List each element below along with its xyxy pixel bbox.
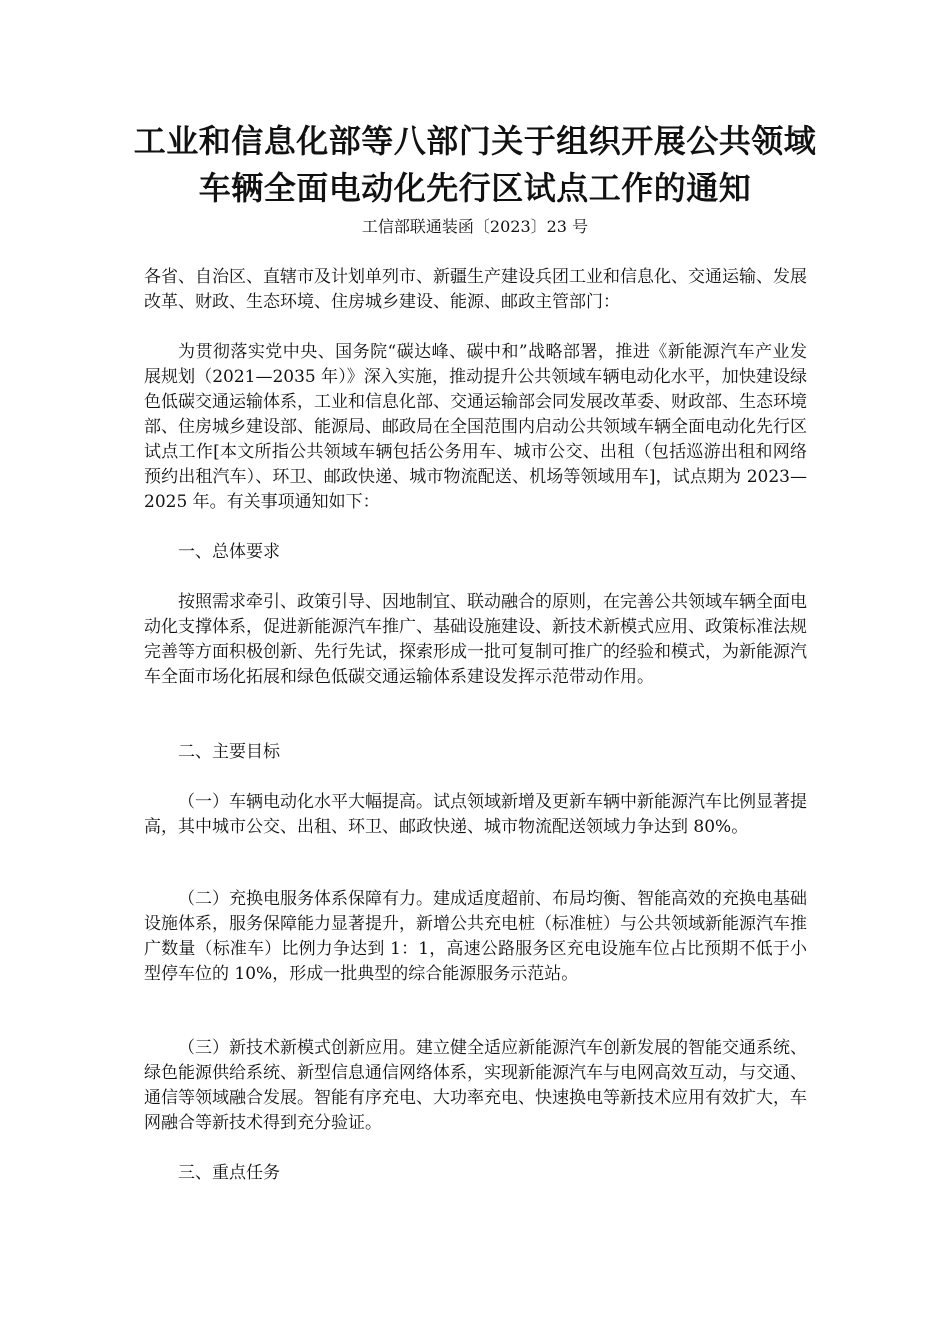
recipients-paragraph: 各省、自治区、直辖市及计划单列市、新疆生产建设兵团工业和信息化、交通运输、发展改革、财政、生态环境、住房城乡建设、能源、邮政主管部门： [144,267,807,312]
goal-item-1: （一）车辆电动化水平大幅提高。试点领域新增及更新车辆中新能源汽车比例显著提高，其中城市公交、出租、环卫、邮政快递、城市物流配送领域力争达到 80%。 [144,792,807,837]
goal-item-2: （二）充换电服务体系保障有力。建成适度超前、布局均衡、智能高效的充换电基础设施体系，服务保障能力显著提升，新增公共充电桩（标准桩）与公共领域新能源汽车推广数量（标准车）比例力争达到 1：1，高速公路服务区充电设施车位占比预期不低于小型停车位的 10%，形成一批典型的综合能源服务示范站。 [144,889,807,984]
goal-item-3: （三）新技术新模式创新应用。建立健全适应新能源汽车创新发展的智能交通系统、绿色能源供给系统、新型信息通信网络体系，实现新能源汽车与电网高效互动，与交通、通信等领域融合发展。智能有序充电、大功率充电、快速换电等新技术应用有效扩大，车网融合等新技术得到充分验证。 [144,1038,807,1133]
section-heading-main-goals: 二、主要目标 [178,742,280,762]
document-number: 工信部联通装函〔2023〕23 号 [361,217,589,236]
intro-paragraph: 为贯彻落实党中央、国务院“碳达峰、碳中和”战略部署，推进《新能源汽车产业发展规划（2021—2035 年）》深入实施，推动提升公共领域车辆电动化水平，加快建设绿色低碳交通运输体系，工业和信息化部、交通运输部会同发展改革委、财政部、生态环境部、住房城乡建设部、能源局、邮政局在全国范围内启动公共领域车辆全面电动化先行区试点工作[本文所指公共领域车辆包括公务用车、城市公交、出租（包括巡游出租和网络预约出租汽车）、环卫、邮政快递、城市物流配送、机场等领域用车]，试点期为 2023—2025 年。有关事项通知如下： [144,342,807,512]
document-title-line-2: 车辆全面电动化先行区试点工作的通知 [198,169,752,207]
section-heading-key-tasks: 三、重点任务 [178,1163,280,1183]
document-title-line-1: 工业和信息化部等八部门关于组织开展公共领域 [133,122,817,160]
general-requirements-paragraph: 按照需求牵引、政策引导、因地制宜、联动融合的原则，在完善公共领域车辆全面电动化支撑体系，促进新能源汽车推广、基础设施建设、新技术新模式应用、政策标准法规完善等方面积极创新、先行先试，探索形成一批可复制可推广的经验和模式，为新能源汽车全面市场化拓展和绿色低碳交通运输体系建设发挥示范带动作用。 [144,592,807,687]
section-heading-general-requirements: 一、总体要求 [178,542,280,562]
